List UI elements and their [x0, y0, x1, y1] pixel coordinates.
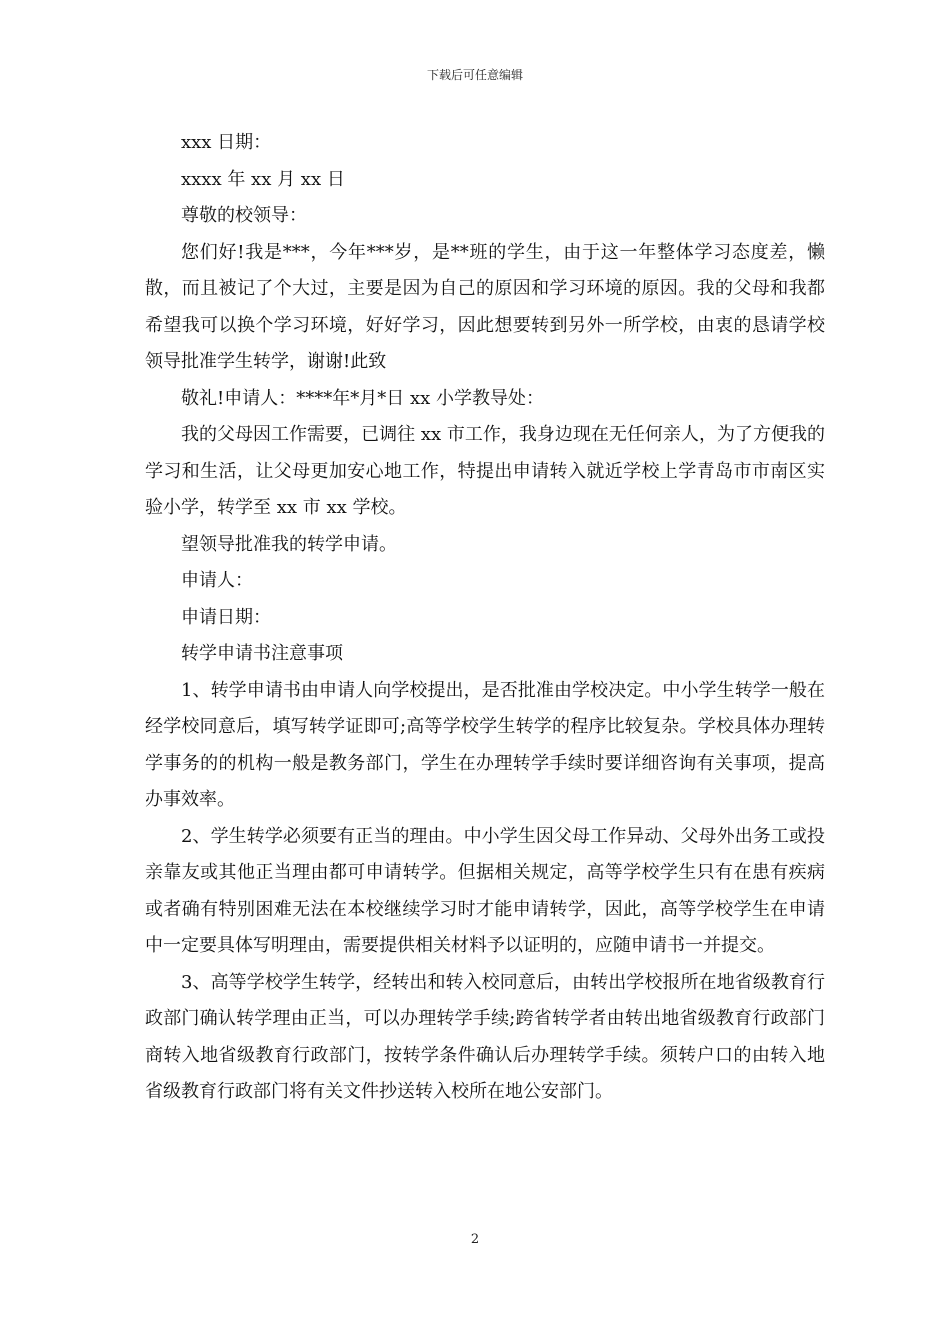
page-number: 2	[470, 1232, 480, 1247]
paragraph-applicant: 申请人：	[181, 570, 253, 591]
paragraph-date-value: xxxx 年 xx 月 xx 日	[181, 168, 345, 190]
paragraph-body-1: 您们好!我是***，今年***岁，是**班的学生，由于这一年整体学习态度差，懒散，而且被记了个大过，主要是因为自己的原因和学习环境的原因。我的父母和我都希望我可以换个学习环境，好好学习，因此想要转到另外一所学校，由衷的恳请学校领导批准学生转学，谢谢!此致	[145, 241, 825, 372]
paragraph-request: 望领导批准我的转学申请。	[181, 533, 397, 555]
paragraph-apply-date: 申请日期：	[181, 606, 271, 628]
paragraph-note-1: 1、转学申请书由申请人向学校提出，是否批准由学校决定。中小学生转学一般在经学校同意后，填写转学证即可;高等学校学生转学的程序比较复杂。学校具体办理转学事务的的机构一般是教务部门，学生在办理转学手续时要详细咨询有关事项，提高办事效率。	[145, 679, 825, 810]
paragraph-date-label: xxx 日期：	[181, 132, 272, 153]
paragraph-closing: 敬礼!申请人：****年*月*日 xx 小学教导处：	[181, 387, 544, 409]
header-note: 下载后可任意编辑	[426, 68, 523, 82]
paragraph-body-2: 我的父母因工作需要，已调往 xx 市工作，我身边现在无任何亲人，为了方便我的学习和生活，让父母更加安心地工作，特提出申请转入就近学校上学青岛市市南区实验小学，转学至 xx 市 xx 学校。	[145, 424, 825, 518]
paragraph-salutation: 尊敬的校领导：	[181, 205, 307, 226]
paragraph-note-2: 2、学生转学必须要有正当的理由。中小学生因父母工作异动、父母外出务工或投亲靠友或其他正当理由都可申请转学。但据相关规定，高等学校学生只有在患有疾病或者确有特别困难无法在本校继续学习时才能申请转学，因此，高等学校学生在申请中一定要具体写明理由，需要提供相关材料予以证明的，应随申请书一并提交。	[145, 825, 825, 956]
paragraph-notes-heading: 转学申请书注意事项	[181, 643, 343, 664]
document-body	[145, 125, 825, 1111]
paragraph-note-3: 3、高等学校学生转学，经转出和转入校同意后，由转出学校报所在地省级教育行政部门确认转学理由正当，可以办理转学手续;跨省转学者由转出地省级教育行政部门商转入地省级教育行政部门，按转学条件确认后办理转学手续。须转户口的由转入地省级教育行政部门将有关文件抄送转入校所在地公安部门。	[145, 971, 825, 1102]
